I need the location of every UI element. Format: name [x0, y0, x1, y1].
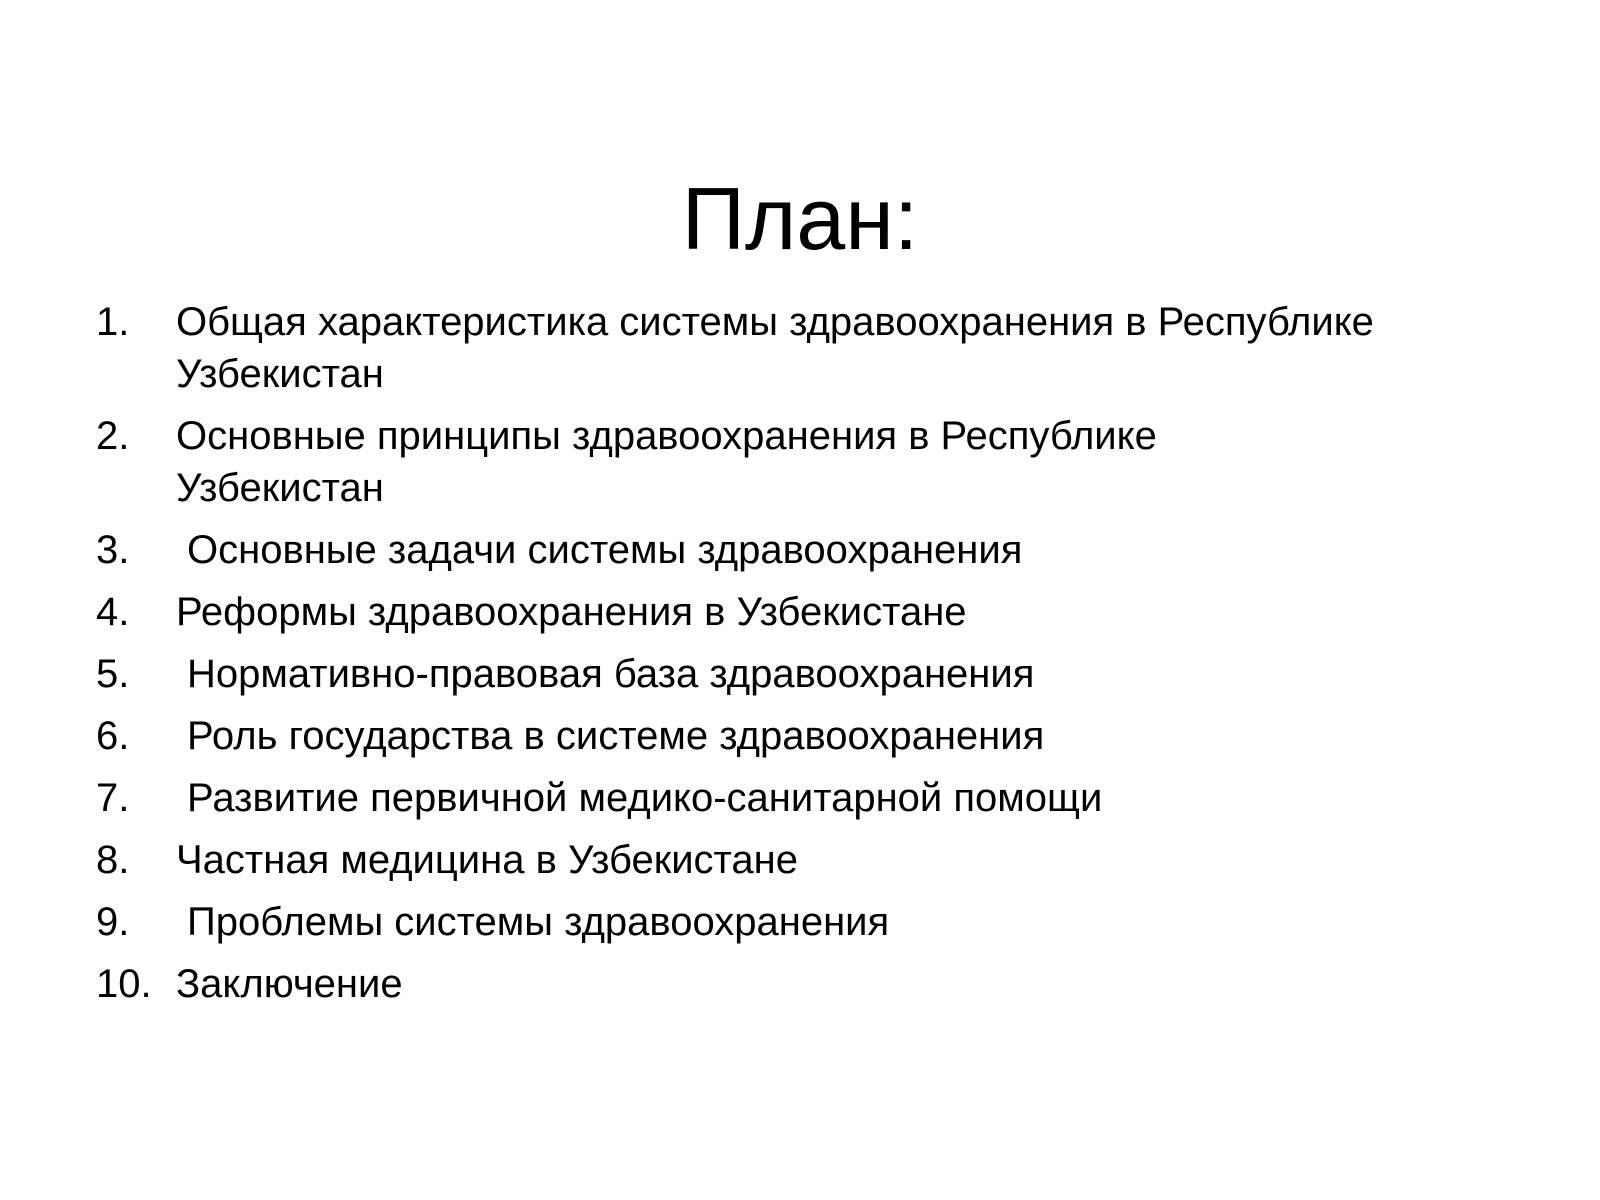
- list-item-text: Заключение: [176, 962, 403, 1006]
- list-item: [96, 710, 1536, 762]
- list-item-text: Роль государства в системе здравоохранения: [187, 714, 1045, 758]
- list-item-number: 5.: [96, 652, 130, 696]
- list-item: [96, 296, 1536, 400]
- list-item-number: 3.: [96, 528, 130, 572]
- list-item-number: 10.: [96, 962, 152, 1006]
- plan-list: [96, 296, 1536, 1020]
- list-item-number: 1.: [96, 300, 130, 344]
- list-item-text: Проблемы системы здравоохранения: [187, 900, 890, 944]
- list-item-number: 6.: [96, 714, 130, 758]
- list-item: [96, 834, 1536, 886]
- list-item-number: 9.: [96, 900, 130, 944]
- list-item-text: Реформы здравоохранения в Узбекистане: [176, 590, 967, 634]
- list-item-number: 4.: [96, 590, 130, 634]
- list-item-text: Общая характеристика системы здравоохранения в Республике Узбекистан: [176, 300, 1374, 396]
- list-item-number: 7.: [96, 776, 130, 820]
- list-item-text: Основные принципы здравоохранения в Республике Узбекистан: [176, 414, 1157, 510]
- list-item-text: Основные задачи системы здравоохранения: [187, 528, 1023, 572]
- list-item-text: Нормативно-правовая база здравоохранения: [187, 652, 1035, 696]
- list-item: [96, 772, 1536, 824]
- list-item: [96, 648, 1536, 700]
- list-item: [96, 524, 1536, 576]
- list-item-number: 8.: [96, 838, 130, 882]
- list-item: [96, 896, 1536, 948]
- list-item: [96, 586, 1536, 638]
- list-item-number: 2.: [96, 414, 130, 458]
- list-item: [96, 958, 1536, 1010]
- list-item: [96, 410, 1536, 514]
- list-item-text: Развитие первичной медико-санитарной помощи: [187, 776, 1103, 820]
- slide-title: План:: [681, 168, 919, 268]
- list-item-text: Частная медицина в Узбекистане: [176, 838, 799, 882]
